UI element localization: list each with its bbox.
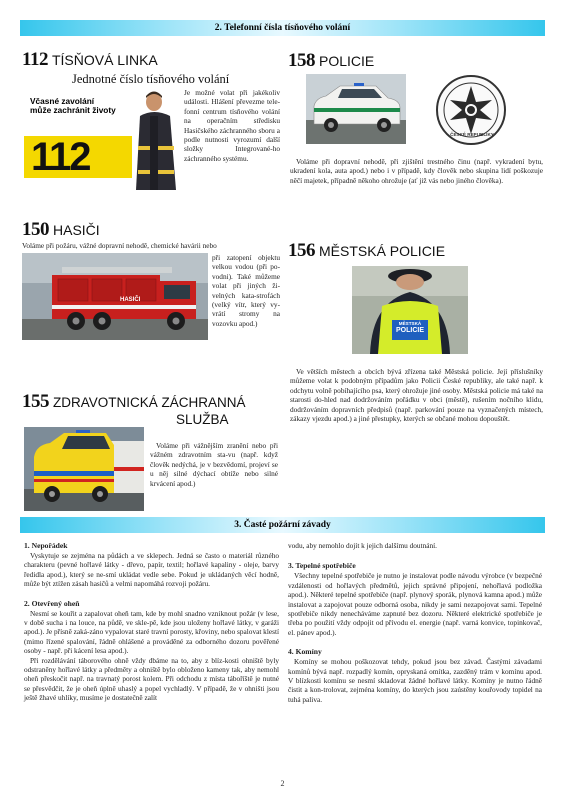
poster-112-image: [24, 88, 180, 190]
fault-paragraph: Při rozdělávání táborového ohně vždy dbáme na to, aby z blíz-kosti ohniště byly odstraněny hořlavé látky a předměty a ohniště bylo obloženo kameny tak, aby nemohl oheň přeskočit např. na travnatý porost kolem. Při odchodu z místa táboříště je nutné se přesvědčit, že je oheň úplně uhaslý a popel vychladlý. V případě, že v ohništi jsou ještě žhavé uhlíky, musíme je dostatečně zalít: [24, 655, 279, 703]
fire-truck-image: [22, 253, 208, 340]
police-car-image: [306, 74, 406, 144]
paragraph: Voláme při dopravní nehodě, při zjištění trestného činu (např. vykradení bytu, ukradení kola, auta apod.) nebo i v případě, kdy člověk nebo skupina lidí poškozuje něčí majetek, případně někoho ohrožuje (ať již vás nebo jiného člověka).: [290, 157, 543, 185]
emergency-number: 158: [288, 50, 315, 71]
emblem-text: ČESKÉ REPUBLIKY: [450, 132, 494, 137]
vest-label-line: POLICIE: [395, 327, 424, 334]
heading-150: [22, 219, 100, 241]
section-title: 3. Časté požární závady: [234, 520, 331, 530]
police-car-icon: [306, 74, 406, 144]
fault-paragraph: Nesmí se kouřit a zapalovat oheň tam, kde by mohl snadno vzniknout požár (v lese, v době sucha i na louce, na půdě, ve skle-pě, kde jsou uloženy hořlavé látky, v garáži apod.). Je přísně zaká-záno vypalovat staré travní porosty, křoviny, nebo spalovat klestí (mimo řízené spalování, řádně ohlášené a prováděné za odborného dozoru pověřené osoby - např. při kácení lesa apod.).: [24, 608, 279, 656]
heading-156: [288, 240, 445, 262]
poster-number: 112: [31, 135, 90, 179]
emergency-number: 156: [288, 240, 315, 261]
fault-paragraph: Komíny se mohou poškozovat tehdy, pokud jsou bez závad. Častými závadami komínů bývá např. rozpadlý komín, opryskaná omítka, zazděný trám v komínu apod. V blízkosti komínu se nesmí skladovat žádné hořlavé látky. Komíny je nutno řádně čistit a kon-trolovat, zejména komíny, do kterých jsou zaústěny kouřovody topidel na tuhá paliva.: [288, 657, 542, 704]
vest-label-line: MĚSTSKÁ: [398, 321, 422, 326]
text-158: [290, 157, 543, 185]
fault-title: 4. Komíny: [288, 647, 322, 657]
section-banner-emergency-numbers: [20, 20, 545, 36]
paragraph: Ve větších městech a obcích bývá zřízena také Městská policie. Její příslušníky můžeme volat k podobným případům jako Policii České republiky, ale také např. k odchytu volně pobíhajícího psa, který ohrožuje jiné osoby. Městská policie má také na starosti do-hled nad dodržováním pořádku v obci (městě), rušením nočního klidu, dodržováním dopravních předpisů (např. parkování pouze na vyznačených místech, zákazy vjezdu apod.) a jiné přestupky, kterých se občané mohou dopouštět.: [290, 367, 543, 424]
city-police-image: [352, 266, 468, 354]
truck-label: HASIČI: [120, 297, 141, 303]
section-banner-fire-faults: [20, 517, 545, 533]
heading-158: [288, 50, 374, 72]
fault-title: 3. Tepelné spotřebiče: [288, 561, 356, 571]
fault-paragraph-continued: vodu, aby nemohlo dojít k jejich dalšímu doutnání.: [288, 541, 437, 550]
poster-line-2: může zachránit životy: [30, 105, 116, 115]
emergency-number: 112: [22, 49, 48, 70]
ambulance-image: [24, 427, 144, 511]
section-title: 2. Telefonní čísla tísňového volání: [214, 23, 351, 33]
fire-truck-icon: [22, 253, 208, 340]
firefighter-icon: [132, 88, 180, 190]
text-156: [290, 367, 543, 423]
fault-paragraph: Vyskytuje se zejména na půdách a ve sklepech. Jedná se často o materiál různého charakteru (pevné hořlavé látky - dřevo, papír, textil; hořlavé kapaliny - oleje, barvy ředidla apod.), který se ne-smí ukládat vedle sebe. Pokud je ukládaných věcí hodně, může být ztížen zásah hasičů a velmi napomáhá rozvoji požáru.: [24, 551, 279, 589]
heading-112: [22, 49, 282, 71]
page-number: 2: [280, 779, 285, 788]
fault-title: 1. Nepořádek: [24, 541, 68, 550]
faults-left-column: [24, 541, 279, 703]
text-150: při zatopení objektu velkou vodou (při po-vodni). Také můžeme volat při jiných ži-velných kata-strofách (velký vítr, který vy-vrátí stromy na vozovku apod.): [212, 253, 280, 328]
service-name: POLICIE: [319, 53, 375, 69]
poster-line-1: Včasné zavolání: [30, 96, 95, 106]
ambulance-icon: [24, 427, 144, 511]
emergency-number: 155: [22, 391, 49, 412]
police-emblem-image: [414, 74, 528, 146]
fault-paragraph: Všechny tepelné spotřebiče je nutno je instalovat podle návodu výrobce (v bezpečné vzdálenosti od hořlavých předmětů, jejich správné připojení, nehořlavá podložka apod.). Některé tepelné spotřebiče (např. plynový sporák, plynová kamna apod.) může instalovat a zapojovat pouze odborná osoba, nikdy je sami nezapojovat sami. Tepelné spotřebiče nikdy nenecháváme zapnuté bez dozoru. Některé elektrické spotřebiče je třeba po použití vždy odpojit od přívodu el. energie (např. varná konvice, topinkovač, el. pánev apod.).: [288, 571, 542, 637]
heading-155: [22, 391, 284, 413]
service-name-line-2: SLUŽBA: [176, 412, 229, 427]
service-name: TÍSŇOVÁ LINKA: [51, 52, 158, 68]
text-155: [150, 441, 278, 488]
vest-label: [392, 321, 428, 335]
text-112: Je možné volat při jakékoliv události. Hlášení převezme tele-fonní centrum tísňového volání na operačním středisku Hasičského záchranného sboru a podle nutnosti vyrozumí další složky Integrované-ho záchranného systému.: [184, 88, 280, 163]
service-name: ZDRAVOTNICKÁ ZÁCHRANNÁ: [53, 395, 246, 410]
service-name: MĚSTSKÁ POLICIE: [319, 243, 446, 259]
service-name: HASIČI: [53, 222, 100, 238]
paragraph: Voláme při vážnějším zranění nebo při vážném zdravotním sta-vu (např. když člověk nedýchá, je v bezvědomí, projeví se u něj silné dýchací obtíže nebo silné krvácení apod.): [150, 441, 278, 488]
faults-right-column: [288, 541, 542, 704]
text-150-lead: Voláme při požáru, vážné dopravní nehodě, chemické havárii nebo: [22, 241, 217, 250]
fault-title: 2. Otevřený oheň: [24, 598, 80, 608]
city-police-officer-icon: [352, 266, 468, 354]
emergency-number: 150: [22, 219, 49, 240]
subtitle-112: Jednotné číslo tísňového volání: [72, 72, 230, 86]
